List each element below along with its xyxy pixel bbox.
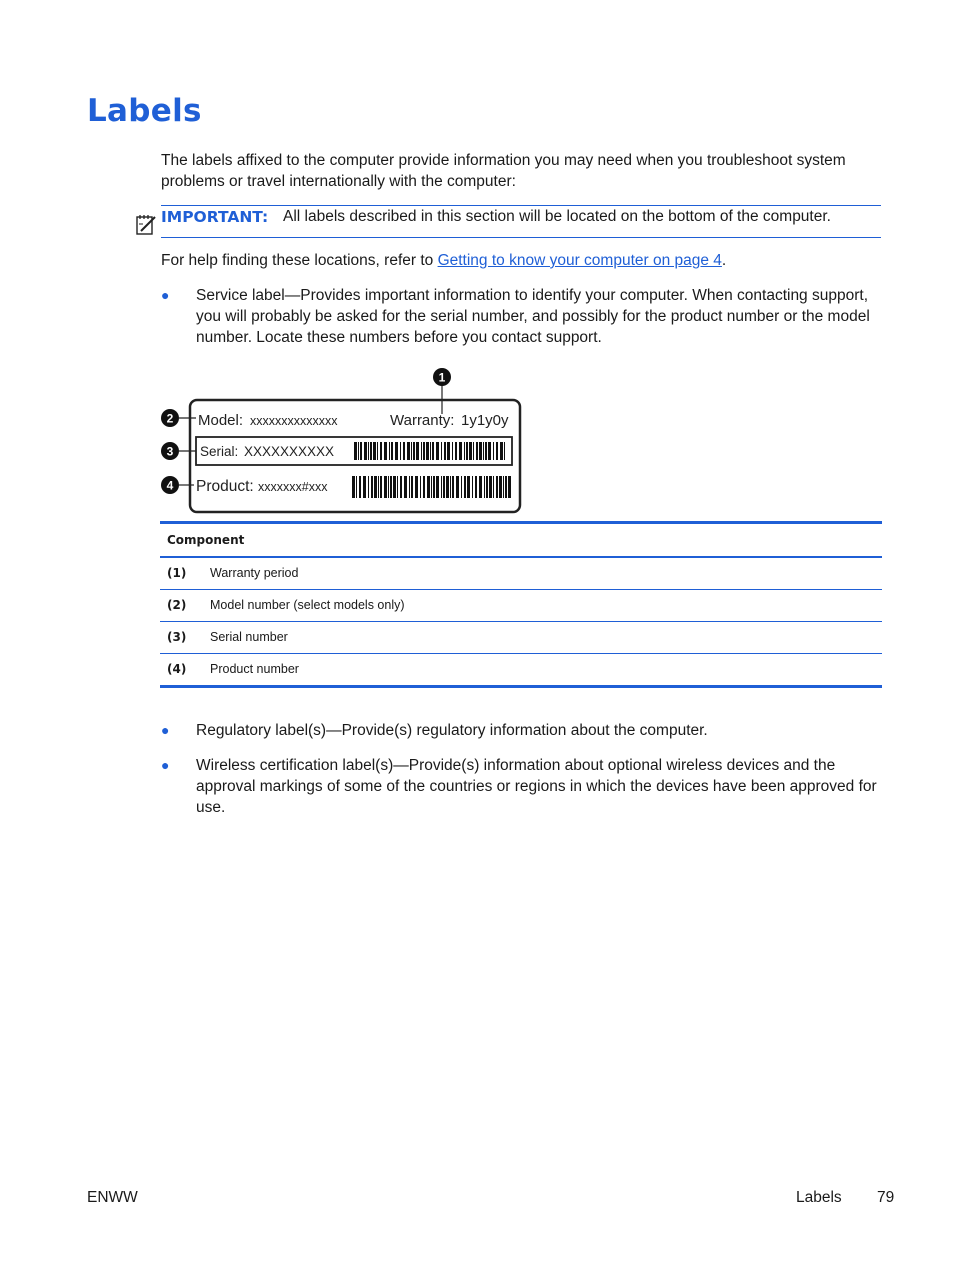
bullet-wireless-label [161,755,883,818]
bullet-icon: ● [161,287,170,303]
barcode-bar [352,476,355,498]
barcode-bar [395,442,398,460]
barcode-bar [421,442,422,460]
barcode-bar [391,442,393,460]
row-description: Serial number [210,630,288,644]
barcode-bar [431,476,432,498]
bullet-service-label [161,285,883,348]
barcode-bar [493,442,494,460]
important-label: IMPORTANT: [161,208,269,226]
barcode-bar [452,442,453,460]
barcode-bar [486,476,488,498]
help-prefix: For help finding these locations, refer to [161,252,438,269]
barcode-bar [488,442,491,460]
barcode-bar [403,442,405,460]
footer-section-name: Labels [796,1189,842,1206]
barcode-bar [472,476,473,498]
product-value: xxxxxxx#xxx [258,480,328,494]
barcode-bar [432,442,434,460]
barcode-bar [475,476,477,498]
barcode-bar [459,442,462,460]
bullet-text: Wireless certification label(s)—Provide(s) information about optional wireless devices and the approval markings of some of the countries or regions in which the devices have been approved for use. [196,757,877,816]
intro-paragraph: The labels affixed to the computer provide information you may need when you troubleshoot system problems or travel internationally with the computer: [161,152,846,190]
getting-to-know-link[interactable]: Getting to know your computer on page 4 [437,252,722,269]
important-note [161,205,881,238]
barcode-bar [416,442,419,460]
barcode-bar [496,476,498,498]
callout-2-number: 2 [166,411,174,426]
barcode-bar [436,442,439,460]
barcode-bar [389,442,390,460]
serial-value: XXXXXXXXXX [244,444,335,459]
barcode-bar [411,476,413,498]
footer-enww: ENWW [87,1189,138,1206]
barcode-bar [390,476,392,498]
table-row [160,558,882,590]
bullet-text: Service label—Provides important information to identify your computer. When contacting support, you will probably be asked for the serial number, and possibly for the product number or the model number. Locate these numbers before you contact support. [196,287,870,346]
component-table [160,521,882,688]
barcode-bar [393,476,396,498]
barcode-bar [400,442,401,460]
barcode-bar [500,442,503,460]
barcode-bar [354,442,357,460]
barcode-bar [505,476,507,498]
service-label-figure [158,366,524,516]
barcode-bar [358,442,359,460]
bullet-icon: ● [161,757,170,773]
page-title: Labels [87,93,202,129]
barcode-bar [455,442,457,460]
warranty-value: 1y1y0y [461,412,509,429]
barcode-bar [384,442,387,460]
barcode-bar [479,442,482,460]
barcode-bar [404,476,407,498]
barcode-bar [461,476,462,498]
barcode-bar [370,442,372,460]
barcode-bar [485,442,487,460]
serial-label: Serial: [200,444,239,459]
barcode-bar [420,476,421,498]
barcode-bar [423,476,425,498]
table-row [160,590,882,622]
barcode-bar [484,476,485,498]
row-number: (3) [167,630,187,644]
barcode-bar [504,442,505,460]
barcode-bar [397,476,398,498]
barcode-bar [426,442,429,460]
row-description: Product number [210,662,299,676]
warranty-label: Warranty: [390,412,455,429]
barcode-bar [380,442,382,460]
barcode-bar [496,442,498,460]
callout-4-number: 4 [166,478,174,493]
barcode-bar [413,442,415,460]
table-row [160,654,882,685]
barcode-bar [423,442,425,460]
barcode-bar [368,476,369,498]
barcode-bar [373,442,376,460]
barcode-bar [464,476,466,498]
barcode-bar [446,476,449,498]
barcode-bar [469,442,472,460]
help-suffix: . [721,252,727,269]
barcode-bar [378,476,379,498]
barcode-bar [508,476,511,498]
table-row [160,622,882,654]
row-number: (1) [167,566,187,580]
barcode-bar [503,476,504,498]
table-header: Component [160,524,882,558]
footer-page-number: 79 [877,1189,895,1206]
barcode-bar [356,476,357,498]
barcode-bar [493,476,494,498]
barcode-bar [466,442,468,460]
barcode-bar [443,476,445,498]
barcode-bar [444,442,446,460]
row-number: (2) [167,598,187,612]
barcode-bar [433,476,435,498]
barcode-bar [388,476,389,498]
important-text: All labels described in this section will be located on the bottom of the computer. [283,208,831,225]
barcode-bar [479,476,482,498]
model-label: Model: [198,412,244,429]
help-paragraph [161,250,883,271]
barcode-bar [464,442,465,460]
barcode-bar [359,476,361,498]
barcode-bar [427,476,430,498]
barcode-bar [467,476,470,498]
barcode-bar [436,476,439,498]
barcode-bar [499,476,502,498]
barcode-bar [400,476,402,498]
product-barcode [352,476,511,498]
barcode-bar [374,476,377,498]
row-description: Model number (select models only) [210,598,405,612]
barcode-bar [456,476,459,498]
notepad-icon [135,214,159,236]
barcode-bar [452,476,454,498]
model-value: xxxxxxxxxxxxxx [250,414,338,428]
barcode-bar [368,442,369,460]
barcode-bar [409,476,410,498]
barcode-bar [371,476,373,498]
barcode-bar [380,476,382,498]
barcode-bar [441,476,442,498]
barcode-bar [360,442,362,460]
bullet-icon: ● [161,722,170,738]
barcode-bar [447,442,450,460]
bullet-text: Regulatory label(s)—Provide(s) regulatory information about the computer. [196,722,708,739]
barcode-bar [411,442,412,460]
barcode-bar [473,442,474,460]
barcode-bar [407,442,410,460]
barcode-bar [384,476,387,498]
product-label: Product: [196,478,254,495]
row-number: (4) [167,662,187,676]
barcode-bar [377,442,378,460]
row-description: Warranty period [210,566,299,580]
barcode-bar [364,442,367,460]
barcode-bar [430,442,431,460]
barcode-bar [415,476,418,498]
callout-3-number: 3 [166,444,174,459]
barcode-bar [450,476,451,498]
barcode-bar [489,476,492,498]
barcode-bar [441,442,442,460]
bullet-regulatory-label [161,720,883,741]
barcode-bar [363,476,366,498]
barcode-bar [483,442,484,460]
barcode-bar [476,442,478,460]
callout-1-number: 1 [438,370,446,385]
